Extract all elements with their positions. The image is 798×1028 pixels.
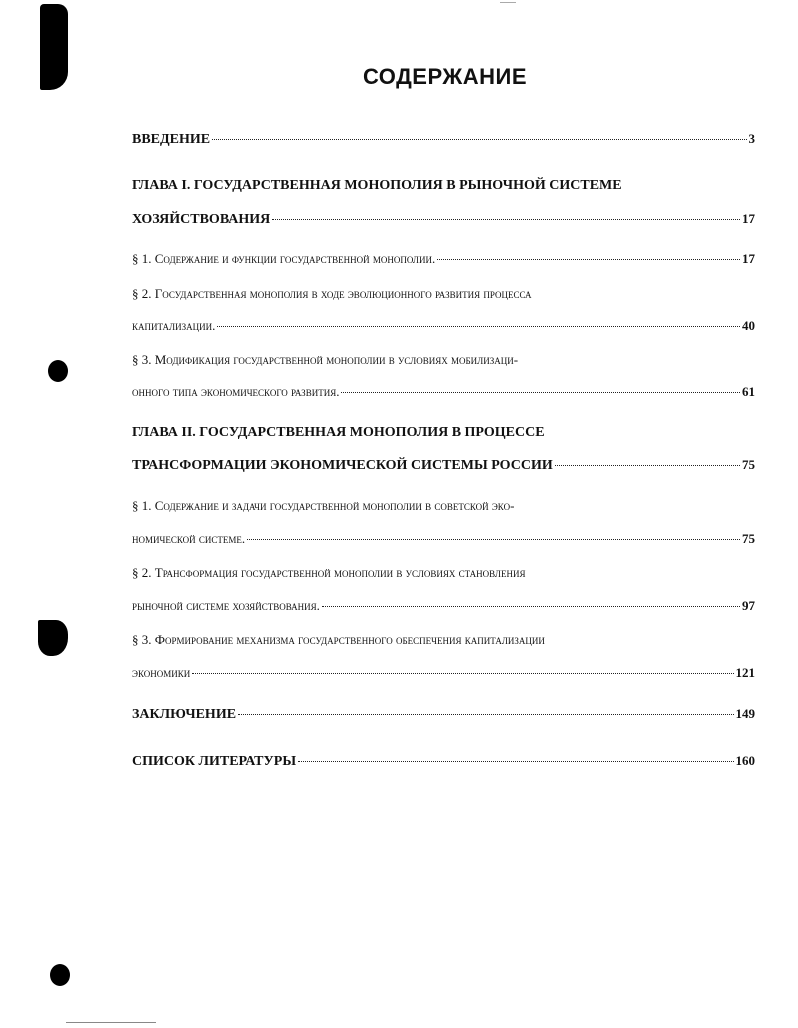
dot-leader [437, 259, 740, 260]
dot-leader [217, 326, 740, 327]
toc-entry [132, 706, 755, 728]
dot-leader [298, 761, 733, 762]
toc-entry-text: § 1. Содержание и функции государственной монополии. [132, 251, 436, 266]
toc-page-number: 17 [742, 211, 755, 226]
toc-entry-text: ГЛАВА II. ГОСУДАРСТВЕННАЯ МОНОПОЛИЯ В ПРОЦЕССЕ [132, 425, 545, 440]
dot-leader [192, 673, 733, 674]
toc-page-number: 75 [742, 531, 755, 546]
toc-entry-text: экономики [132, 665, 191, 680]
toc-entry-text: § 3. Формирование механизма государственного обеспечения капитализации [132, 632, 545, 647]
toc-entry-text: ХОЗЯЙСТВОВАНИЯ [132, 212, 271, 227]
dot-leader [212, 139, 746, 140]
scan-line [500, 2, 516, 3]
dot-leader [341, 392, 740, 393]
toc-entry [132, 632, 755, 654]
toc-entry [132, 498, 755, 520]
toc-entry [132, 318, 755, 340]
toc-page-number: 75 [742, 457, 755, 472]
toc-entry [132, 286, 755, 308]
toc-entry [132, 665, 755, 687]
toc-entry-text: § 3. Модификация государственной монополии в условиях мобилизаци- [132, 352, 519, 367]
toc-entry [132, 131, 755, 153]
toc-entry-text: § 1. Содержание и задачи государственной монополии в советской эко- [132, 498, 515, 513]
scan-edge-mark [38, 620, 68, 656]
toc-page-number: 40 [742, 318, 755, 333]
toc-entry [132, 384, 755, 406]
toc-entry [132, 352, 755, 374]
toc-entry [132, 211, 755, 233]
dot-leader [247, 539, 740, 540]
toc-entry-text: СПИСОК ЛИТЕРАТУРЫ [132, 754, 297, 769]
punch-hole-mark [50, 964, 70, 986]
dot-leader [555, 465, 740, 466]
toc-entry-text: ЗАКЛЮЧЕНИЕ [132, 707, 237, 722]
toc-page-number: 97 [742, 598, 755, 613]
scan-line [66, 1022, 156, 1023]
toc-entry-text: ВВЕДЕНИЕ [132, 132, 211, 147]
punch-hole-mark [48, 360, 68, 382]
toc-entry-text: онного типа экономического развития. [132, 384, 340, 399]
toc-entry-text: капитализации. [132, 318, 216, 333]
toc-page-number: 17 [742, 251, 755, 266]
toc-entry-text: рыночной системе хозяйствования. [132, 598, 320, 613]
toc-page-number: 61 [742, 384, 755, 399]
toc-entry [132, 425, 755, 447]
toc-entry-text: ТРАНСФОРМАЦИИ ЭКОНОМИЧЕСКОЙ СИСТЕМЫ РОССИИ [132, 458, 553, 473]
toc-page-number: 160 [735, 753, 755, 768]
toc-entry [132, 753, 755, 775]
dot-leader [272, 219, 740, 220]
dot-leader [238, 714, 733, 715]
toc-page-number: 149 [735, 706, 755, 721]
toc-entry [132, 457, 755, 479]
toc-entry [132, 251, 755, 273]
toc-entry-text: номической системе. [132, 531, 246, 546]
toc-entry-text: § 2. Трансформация государственной монополии в условиях становления [132, 565, 526, 580]
toc-entry-text: ГЛАВА I. ГОСУДАРСТВЕННАЯ МОНОПОЛИЯ В РЫНОЧНОЙ СИСТЕМЕ [132, 178, 622, 193]
dot-leader [322, 606, 740, 607]
toc-entry-text: § 2. Государственная монополия в ходе эволюционного развития процесса [132, 286, 532, 301]
toc-entry [132, 565, 755, 587]
page-title: СОДЕРЖАНИЕ [362, 64, 528, 89]
toc-entry [132, 531, 755, 553]
toc-page-number: 121 [735, 665, 755, 680]
toc-entry [132, 598, 755, 620]
toc-entry [132, 178, 755, 200]
toc-page-number: 3 [748, 131, 755, 146]
